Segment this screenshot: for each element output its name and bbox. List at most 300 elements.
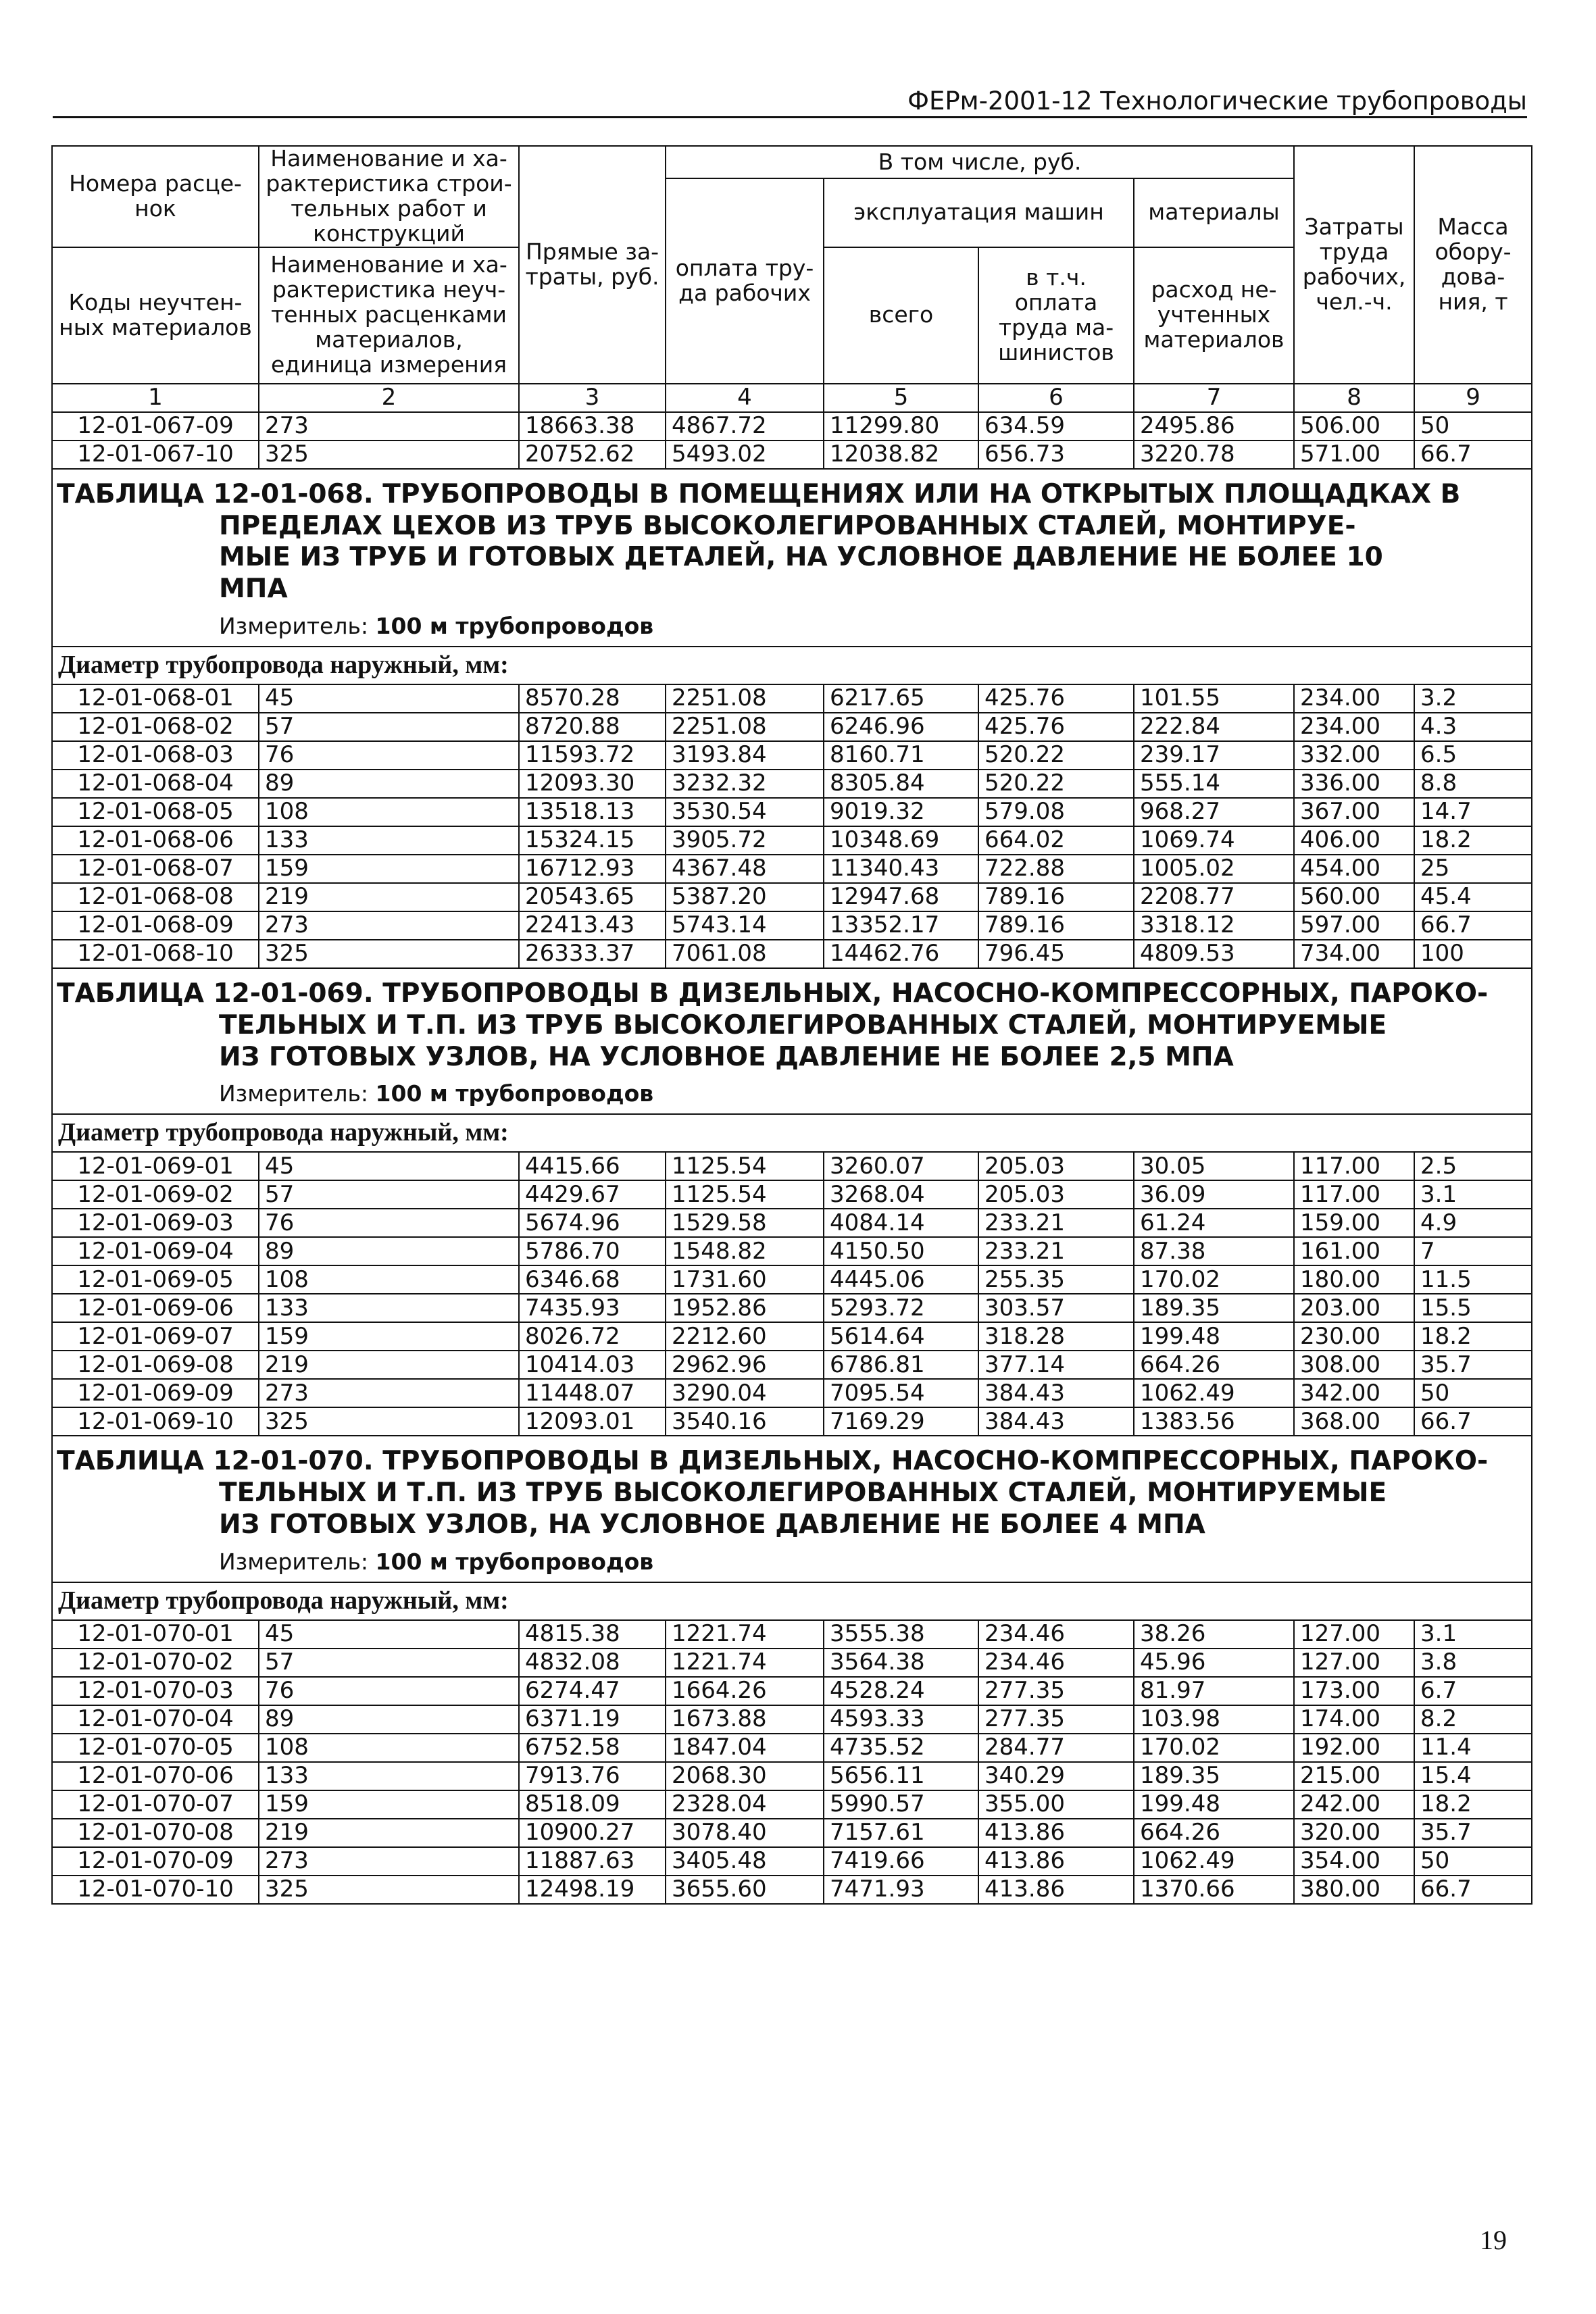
value-cell: 50 (1414, 412, 1532, 441)
value-cell: 20752.62 (519, 441, 666, 469)
value-cell: 7913.76 (519, 1762, 666, 1790)
value-cell: 57 (259, 1649, 519, 1677)
value-cell: 5786.70 (519, 1237, 666, 1265)
value-cell: 8570.28 (519, 684, 666, 713)
table-title-row (52, 1436, 1532, 1582)
value-cell: 103.98 (1134, 1705, 1294, 1734)
table-title: ТРУБОПРОВОДЫ В ДИЗЕЛЬНЫХ, НАСОСНО-КОМПРЕССОРНЫХ, ПАРОКО- (382, 1446, 1489, 1477)
value-cell: 3268.04 (824, 1180, 978, 1209)
value-cell: 1847.04 (666, 1734, 824, 1762)
measure-label: Измеритель: (219, 1548, 369, 1575)
table-row (52, 1819, 1532, 1847)
table-row (52, 713, 1532, 741)
value-cell: 384.43 (978, 1407, 1134, 1436)
header-material-codes: Коды неучтен-ных материалов (52, 247, 259, 384)
value-cell: 3564.38 (824, 1649, 978, 1677)
value-cell: 12947.68 (824, 883, 978, 911)
value-cell: 15324.15 (519, 826, 666, 855)
value-cell: 332.00 (1294, 741, 1414, 770)
value-cell: 3290.04 (666, 1379, 824, 1407)
header-rate-numbers: Номера расце-нок (52, 146, 259, 247)
value-cell: 14.7 (1414, 798, 1532, 826)
value-cell: 413.86 (978, 1847, 1134, 1876)
value-cell: 7419.66 (824, 1847, 978, 1876)
rate-code-cell: 12-01-069-06 (52, 1294, 259, 1322)
rate-code-cell: 12-01-070-01 (52, 1620, 259, 1649)
value-cell: 4445.06 (824, 1265, 978, 1294)
value-cell: 45.96 (1134, 1649, 1294, 1677)
diameter-row (52, 1582, 1532, 1620)
table-title: ТРУБОПРОВОДЫ В ПОМЕЩЕНИЯХ ИЛИ НА ОТКРЫТЫХ ПЛОЩАДКАХ В (382, 478, 1461, 509)
rate-code-cell: 12-01-068-01 (52, 684, 259, 713)
table-row (52, 911, 1532, 940)
value-cell: 174.00 (1294, 1705, 1414, 1734)
value-cell: 239.17 (1134, 741, 1294, 770)
value-cell: 425.76 (978, 684, 1134, 713)
value-cell: 1529.58 (666, 1209, 824, 1237)
value-cell: 355.00 (978, 1790, 1134, 1819)
value-cell: 219 (259, 883, 519, 911)
value-cell: 520.22 (978, 741, 1134, 770)
rate-code-cell: 12-01-069-05 (52, 1265, 259, 1294)
value-cell: 368.00 (1294, 1407, 1414, 1436)
value-cell: 234.00 (1294, 684, 1414, 713)
value-cell: 4735.52 (824, 1734, 978, 1762)
value-cell: 6346.68 (519, 1265, 666, 1294)
value-cell: 796.45 (978, 940, 1134, 968)
table-row (52, 1152, 1532, 1180)
page-number: 19 (1480, 2225, 1507, 2255)
value-cell: 8160.71 (824, 741, 978, 770)
rate-code-cell: 12-01-068-05 (52, 798, 259, 826)
column-number: 9 (1414, 384, 1532, 412)
table-label: ТАБЛИЦА 12-01-069. (57, 978, 374, 1009)
table-label: ТАБЛИЦА 12-01-068. (57, 478, 374, 509)
rate-code-cell: 12-01-069-04 (52, 1237, 259, 1265)
value-cell: 199.48 (1134, 1322, 1294, 1351)
column-number: 5 (824, 384, 978, 412)
table-row (52, 1762, 1532, 1790)
value-cell: 8720.88 (519, 713, 666, 741)
measure-label: Измеритель: (219, 613, 369, 639)
value-cell: 3.1 (1414, 1620, 1532, 1649)
value-cell: 4.9 (1414, 1209, 1532, 1237)
table-title-line: ИЗ ГОТОВЫХ УЗЛОВ, НА УСЛОВНОЕ ДАВЛЕНИЕ НЕ БОЛЕЕ 2,5 МПА (219, 1041, 1234, 1072)
diameter-label: Диаметр трубопровода наружный, мм: (52, 1582, 1532, 1620)
value-cell: 3530.54 (666, 798, 824, 826)
value-cell: 5493.02 (666, 441, 824, 469)
value-cell: 1548.82 (666, 1237, 824, 1265)
table-row (52, 1407, 1532, 1436)
header-including: В том числе, руб. (666, 146, 1294, 178)
value-cell: 1062.49 (1134, 1379, 1294, 1407)
column-number: 3 (519, 384, 666, 412)
value-cell: 325 (259, 1407, 519, 1436)
value-cell: 233.21 (978, 1209, 1134, 1237)
value-cell: 108 (259, 1265, 519, 1294)
value-cell: 159.00 (1294, 1209, 1414, 1237)
table-row (52, 770, 1532, 798)
column-number: 8 (1294, 384, 1414, 412)
value-cell: 117.00 (1294, 1180, 1414, 1209)
value-cell: 2208.77 (1134, 883, 1294, 911)
value-cell: 45 (259, 1620, 519, 1649)
value-cell: 342.00 (1294, 1379, 1414, 1407)
value-cell: 205.03 (978, 1152, 1134, 1180)
diameter-row (52, 1114, 1532, 1152)
rates-table (51, 145, 1532, 1905)
value-cell: 560.00 (1294, 883, 1414, 911)
page-header-title: ФЕРм-2001-12 Технологические трубопроводы (907, 86, 1527, 116)
value-cell: 664.26 (1134, 1351, 1294, 1379)
value-cell: 384.43 (978, 1379, 1134, 1407)
header-unaccounted-materials: расход не-учтенных материалов (1134, 247, 1294, 384)
value-cell: 7095.54 (824, 1379, 978, 1407)
value-cell: 7061.08 (666, 940, 824, 968)
value-cell: 277.35 (978, 1705, 1134, 1734)
value-cell: 189.35 (1134, 1294, 1294, 1322)
table-title-line: ПРЕДЕЛАХ ЦЕХОВ ИЗ ТРУБ ВЫСОКОЛЕГИРОВАННЫХ СТАЛЕЙ, МОНТИРУЕ- (219, 510, 1356, 541)
value-cell: 406.00 (1294, 826, 1414, 855)
rate-code-cell: 12-01-070-04 (52, 1705, 259, 1734)
value-cell: 273 (259, 1379, 519, 1407)
value-cell: 3193.84 (666, 741, 824, 770)
value-cell: 219 (259, 1819, 519, 1847)
value-cell: 354.00 (1294, 1847, 1414, 1876)
value-cell: 45 (259, 684, 519, 713)
value-cell: 234.46 (978, 1620, 1134, 1649)
rate-code-cell: 12-01-068-02 (52, 713, 259, 741)
column-number: 6 (978, 384, 1134, 412)
value-cell: 6217.65 (824, 684, 978, 713)
value-cell: 3220.78 (1134, 441, 1294, 469)
value-cell: 2251.08 (666, 684, 824, 713)
value-cell: 66.7 (1414, 911, 1532, 940)
table-row (52, 798, 1532, 826)
header-material-name: Наименование и ха-рактеристика неуч-тенных расценками материалов, единица измерения (259, 247, 519, 384)
table-title-cell (52, 469, 1532, 647)
value-cell: 10900.27 (519, 1819, 666, 1847)
value-cell: 7 (1414, 1237, 1532, 1265)
value-cell: 18.2 (1414, 826, 1532, 855)
value-cell: 18.2 (1414, 1790, 1532, 1819)
value-cell: 4415.66 (519, 1152, 666, 1180)
rate-code-cell: 12-01-069-09 (52, 1379, 259, 1407)
value-cell: 189.35 (1134, 1762, 1294, 1790)
value-cell: 320.00 (1294, 1819, 1414, 1847)
table-title-line: ИЗ ГОТОВЫХ УЗЛОВ, НА УСЛОВНОЕ ДАВЛЕНИЕ НЕ БОЛЕЕ 4 МПА (219, 1509, 1205, 1540)
value-cell: 4815.38 (519, 1620, 666, 1649)
rate-code-cell: 12-01-067-10 (52, 441, 259, 469)
column-number: 1 (52, 384, 259, 412)
value-cell: 170.02 (1134, 1265, 1294, 1294)
value-cell: 66.7 (1414, 1876, 1532, 1904)
diameter-label: Диаметр трубопровода наружный, мм: (52, 647, 1532, 684)
value-cell: 50 (1414, 1847, 1532, 1876)
value-cell: 1221.74 (666, 1620, 824, 1649)
rate-code-cell: 12-01-070-02 (52, 1649, 259, 1677)
value-cell: 3260.07 (824, 1152, 978, 1180)
table-title-line: ТЕЛЬНЫХ И Т.П. ИЗ ТРУБ ВЫСОКОЛЕГИРОВАННЫХ СТАЛЕЙ, МОНТИРУЕМЫЕ (219, 1009, 1387, 1040)
value-cell: 6786.81 (824, 1351, 978, 1379)
value-cell: 117.00 (1294, 1152, 1414, 1180)
table-row (52, 1734, 1532, 1762)
value-cell: 192.00 (1294, 1734, 1414, 1762)
table-title: ТРУБОПРОВОДЫ В ДИЗЕЛЬНЫХ, НАСОСНО-КОМПРЕССОРНЫХ, ПАРОКО- (382, 978, 1489, 1009)
value-cell: 61.24 (1134, 1209, 1294, 1237)
value-cell: 159 (259, 855, 519, 883)
value-cell: 1664.26 (666, 1677, 824, 1705)
table-title-cell (52, 968, 1532, 1114)
value-cell: 1952.86 (666, 1294, 824, 1322)
value-cell: 5656.11 (824, 1762, 978, 1790)
value-cell: 7157.61 (824, 1819, 978, 1847)
value-cell: 8305.84 (824, 770, 978, 798)
value-cell: 159 (259, 1790, 519, 1819)
value-cell: 3.8 (1414, 1649, 1532, 1677)
value-cell: 413.86 (978, 1819, 1134, 1847)
value-cell: 222.84 (1134, 713, 1294, 741)
header-rule (53, 116, 1527, 118)
value-cell: 12038.82 (824, 441, 978, 469)
value-cell: 76 (259, 741, 519, 770)
value-cell: 6274.47 (519, 1677, 666, 1705)
value-cell: 1125.54 (666, 1180, 824, 1209)
value-cell: 3655.60 (666, 1876, 824, 1904)
table-title-line: ТЕЛЬНЫХ И Т.П. ИЗ ТРУБ ВЫСОКОЛЕГИРОВАННЫХ СТАЛЕЙ, МОНТИРУЕМЫЕ (219, 1478, 1387, 1509)
value-cell: 8.2 (1414, 1705, 1532, 1734)
value-cell: 5990.57 (824, 1790, 978, 1819)
value-cell: 1062.49 (1134, 1847, 1294, 1876)
header-materials: материалы (1134, 178, 1294, 247)
value-cell: 6371.19 (519, 1705, 666, 1734)
value-cell: 76 (259, 1209, 519, 1237)
value-cell: 5614.64 (824, 1322, 978, 1351)
value-cell: 664.02 (978, 826, 1134, 855)
header-machines: эксплуатация машин (824, 178, 1134, 247)
value-cell: 634.59 (978, 412, 1134, 441)
value-cell: 2068.30 (666, 1762, 824, 1790)
value-cell: 425.76 (978, 713, 1134, 741)
value-cell: 336.00 (1294, 770, 1414, 798)
rate-code-cell: 12-01-069-08 (52, 1351, 259, 1379)
value-cell: 3.2 (1414, 684, 1532, 713)
value-cell: 325 (259, 441, 519, 469)
rate-code-cell: 12-01-070-10 (52, 1876, 259, 1904)
value-cell: 1069.74 (1134, 826, 1294, 855)
measure-value: 100 м трубопроводов (375, 1548, 654, 1575)
value-cell: 4.3 (1414, 713, 1532, 741)
value-cell: 12093.30 (519, 770, 666, 798)
value-cell: 89 (259, 1237, 519, 1265)
value-cell: 571.00 (1294, 441, 1414, 469)
value-cell: 11340.43 (824, 855, 978, 883)
value-cell: 215.00 (1294, 1762, 1414, 1790)
column-number: 7 (1134, 384, 1294, 412)
column-number: 2 (259, 384, 519, 412)
value-cell: 242.00 (1294, 1790, 1414, 1819)
table-label: ТАБЛИЦА 12-01-070. (57, 1446, 374, 1477)
value-cell: 3232.32 (666, 770, 824, 798)
value-cell: 734.00 (1294, 940, 1414, 968)
value-cell: 4528.24 (824, 1677, 978, 1705)
value-cell: 4429.67 (519, 1180, 666, 1209)
value-cell: 318.28 (978, 1322, 1134, 1351)
value-cell: 2962.96 (666, 1351, 824, 1379)
rate-code-cell: 12-01-068-04 (52, 770, 259, 798)
rate-code-cell: 12-01-068-06 (52, 826, 259, 855)
value-cell: 30.05 (1134, 1152, 1294, 1180)
value-cell: 50 (1414, 1379, 1532, 1407)
table-row (52, 441, 1532, 469)
rate-code-cell: 12-01-070-03 (52, 1677, 259, 1705)
value-cell: 57 (259, 713, 519, 741)
value-cell: 25 (1414, 855, 1532, 883)
table-row (52, 1351, 1532, 1379)
measure-label: Измеритель: (219, 1080, 369, 1107)
value-cell: 284.77 (978, 1734, 1134, 1762)
value-cell: 35.7 (1414, 1819, 1532, 1847)
value-cell: 277.35 (978, 1677, 1134, 1705)
value-cell: 13518.13 (519, 798, 666, 826)
value-cell: 20543.65 (519, 883, 666, 911)
table-row (52, 1649, 1532, 1677)
table-title-line: МПА (219, 574, 288, 605)
value-cell: 18.2 (1414, 1322, 1532, 1351)
value-cell: 3078.40 (666, 1819, 824, 1847)
value-cell: 18663.38 (519, 412, 666, 441)
value-cell: 6.7 (1414, 1677, 1532, 1705)
table-title-cell (52, 1436, 1532, 1582)
value-cell: 6246.96 (824, 713, 978, 741)
value-cell: 3905.72 (666, 826, 824, 855)
rate-code-cell: 12-01-069-07 (52, 1322, 259, 1351)
column-numbers-row (52, 384, 1532, 412)
value-cell: 1731.60 (666, 1265, 824, 1294)
value-cell: 133 (259, 1762, 519, 1790)
value-cell: 5743.14 (666, 911, 824, 940)
value-cell: 15.4 (1414, 1762, 1532, 1790)
measure-value: 100 м трубопроводов (375, 613, 654, 639)
table-row (52, 412, 1532, 441)
header-equipment-mass: Масса обору-дова-ния, т (1414, 146, 1532, 384)
value-cell: 7435.93 (519, 1294, 666, 1322)
value-cell: 4150.50 (824, 1237, 978, 1265)
measure-value: 100 м трубопроводов (375, 1080, 654, 1107)
value-cell: 26333.37 (519, 940, 666, 968)
table-row (52, 883, 1532, 911)
value-cell: 133 (259, 1294, 519, 1322)
value-cell: 219 (259, 1351, 519, 1379)
value-cell: 9019.32 (824, 798, 978, 826)
value-cell: 127.00 (1294, 1649, 1414, 1677)
value-cell: 4809.53 (1134, 940, 1294, 968)
table-row (52, 1677, 1532, 1705)
rate-code-cell: 12-01-068-03 (52, 741, 259, 770)
value-cell: 4867.72 (666, 412, 824, 441)
header-labor-pay: оплата тру-да рабочих (666, 178, 824, 384)
table-row (52, 1620, 1532, 1649)
value-cell: 4084.14 (824, 1209, 978, 1237)
value-cell: 10414.03 (519, 1351, 666, 1379)
value-cell: 325 (259, 1876, 519, 1904)
value-cell: 454.00 (1294, 855, 1414, 883)
value-cell: 11448.07 (519, 1379, 666, 1407)
value-cell: 377.14 (978, 1351, 1134, 1379)
value-cell: 12498.19 (519, 1876, 666, 1904)
value-cell: 3.1 (1414, 1180, 1532, 1209)
value-cell: 303.57 (978, 1294, 1134, 1322)
value-cell: 159 (259, 1322, 519, 1351)
table-row (52, 1180, 1532, 1209)
table-title-row (52, 968, 1532, 1114)
header-machines-total: всего (824, 247, 978, 384)
table-row (52, 1265, 1532, 1294)
value-cell: 1221.74 (666, 1649, 824, 1677)
value-cell: 3555.38 (824, 1620, 978, 1649)
value-cell: 4367.48 (666, 855, 824, 883)
rate-code-cell: 12-01-070-07 (52, 1790, 259, 1819)
value-cell: 6.5 (1414, 741, 1532, 770)
rate-code-cell: 12-01-068-08 (52, 883, 259, 911)
value-cell: 722.88 (978, 855, 1134, 883)
value-cell: 789.16 (978, 883, 1134, 911)
value-cell: 233.21 (978, 1237, 1134, 1265)
rate-code-cell: 12-01-069-03 (52, 1209, 259, 1237)
value-cell: 87.38 (1134, 1237, 1294, 1265)
value-cell: 413.86 (978, 1876, 1134, 1904)
value-cell: 6752.58 (519, 1734, 666, 1762)
value-cell: 7471.93 (824, 1876, 978, 1904)
value-cell: 161.00 (1294, 1237, 1414, 1265)
value-cell: 11593.72 (519, 741, 666, 770)
value-cell: 255.35 (978, 1265, 1134, 1294)
table-row (52, 1790, 1532, 1819)
table-row (52, 684, 1532, 713)
value-cell: 199.48 (1134, 1790, 1294, 1819)
rate-code-cell: 12-01-069-02 (52, 1180, 259, 1209)
value-cell: 108 (259, 798, 519, 826)
rate-code-cell: 12-01-069-10 (52, 1407, 259, 1436)
value-cell: 555.14 (1134, 770, 1294, 798)
value-cell: 15.5 (1414, 1294, 1532, 1322)
value-cell: 66.7 (1414, 1407, 1532, 1436)
value-cell: 5387.20 (666, 883, 824, 911)
value-cell: 35.7 (1414, 1351, 1532, 1379)
value-cell: 38.26 (1134, 1620, 1294, 1649)
value-cell: 308.00 (1294, 1351, 1414, 1379)
value-cell: 1005.02 (1134, 855, 1294, 883)
value-cell: 127.00 (1294, 1620, 1414, 1649)
value-cell: 45.4 (1414, 883, 1532, 911)
rate-code-cell: 12-01-068-10 (52, 940, 259, 968)
value-cell: 22413.43 (519, 911, 666, 940)
measure-line (57, 613, 1524, 639)
value-cell: 170.02 (1134, 1734, 1294, 1762)
rate-code-cell: 12-01-070-06 (52, 1762, 259, 1790)
value-cell: 2328.04 (666, 1790, 824, 1819)
value-cell: 230.00 (1294, 1322, 1414, 1351)
table-row (52, 1847, 1532, 1876)
value-cell: 579.08 (978, 798, 1134, 826)
value-cell: 234.46 (978, 1649, 1134, 1677)
value-cell: 2.5 (1414, 1152, 1532, 1180)
table-row (52, 1876, 1532, 1904)
value-cell: 16712.93 (519, 855, 666, 883)
table-title-line: МЫЕ ИЗ ТРУБ И ГОТОВЫХ ДЕТАЛЕЙ, НА УСЛОВНОЕ ДАВЛЕНИЕ НЕ БОЛЕЕ 10 (219, 542, 1383, 573)
header-direct-costs: Прямые за-траты, руб. (519, 146, 666, 384)
value-cell: 108 (259, 1734, 519, 1762)
